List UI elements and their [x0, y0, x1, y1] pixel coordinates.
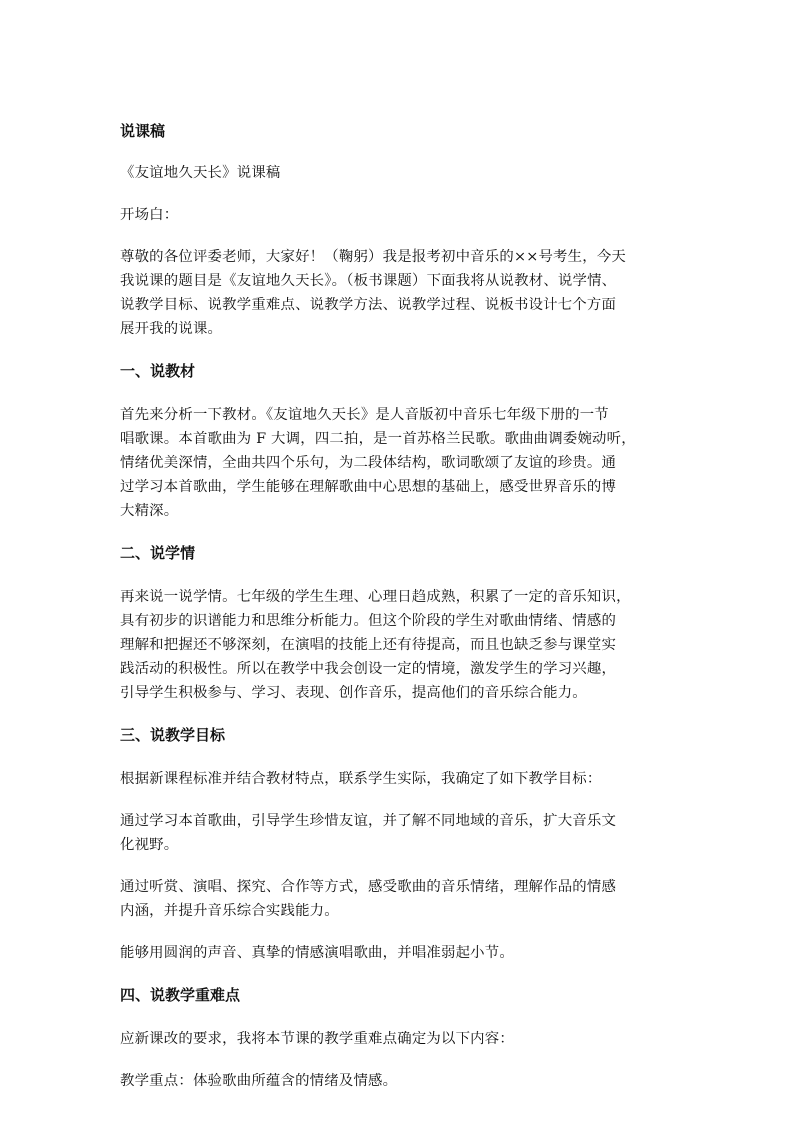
paragraph-line: 再来说一说学情。七年级的学生生理、心理日趋成熟，积累了一定的音乐知识， [120, 589, 631, 605]
document-title: 说课稿 [120, 122, 166, 140]
paragraph-line: 唱歌课。本首歌曲为 F 大调，四二拍，是一首苏格兰民歌。歌曲曲调委婉动听， [120, 431, 636, 447]
opening-line: 说教学目标、说教学重难点、说教学方法、说教学过程、说板书设计七个方面 [120, 297, 617, 313]
key-points-intro: 应新课改的要求，我将本节课的教学重难点确定为以下内容： [120, 1031, 514, 1047]
document-page [120, 119, 678, 1111]
goal-paragraph-1 [120, 809, 678, 857]
opening-label: 开场白： [120, 207, 179, 223]
paragraph-line: 通过听赏、演唱、探究、合作等方式，感受歌曲的音乐情绪，理解作品的情感 [120, 879, 617, 895]
section-heading-students: 二、说学情 [120, 544, 196, 562]
opening-paragraph [120, 245, 678, 341]
paragraph-line: 过学习本首歌曲，学生能够在理解歌曲中心思想的基础上，感受世界音乐的博 [120, 479, 617, 495]
paragraph-line: 具有初步的识谱能力和思维分析能力。但这个阶段的学生对歌曲情绪、情感的 [120, 613, 617, 629]
section-heading-key-points: 四、说教学重难点 [120, 986, 241, 1004]
paragraph-line: 通过学习本首歌曲，引导学生珍惜友谊，并了解不同地域的音乐，扩大音乐文 [120, 813, 617, 829]
paragraph-line: 首先来分析一下教材。《友谊地久天长》是人音版初中音乐七年级下册的一节 [120, 407, 609, 423]
goal-paragraph-2 [120, 875, 678, 923]
section-heading-goals: 三、说教学目标 [120, 726, 226, 744]
textbook-paragraph [120, 403, 678, 523]
opening-line: 我说课的题目是《友谊地久天长》。（板书课题）下面我将从说教材、说学情、 [120, 273, 617, 289]
goals-intro: 根据新课程标准并结合教材特点，联系学生实际，我确定了如下教学目标： [120, 771, 602, 787]
lesson-title: 《友谊地久天长》说课稿 [120, 165, 281, 181]
paragraph-line: 引导学生积极参与、学习、表现、创作音乐，提高他们的音乐综合能力。 [120, 685, 587, 701]
paragraph-line: 践活动的积极性。所以在教学中我会创设一定的情境，激发学生的学习兴趣， [120, 661, 617, 677]
paragraph-line: 化视野。 [120, 837, 179, 853]
key-point-text: 教学重点：体验歌曲所蕴含的情绪及情感。 [120, 1073, 398, 1089]
goal-paragraph-3: 能够用圆润的声音、真挚的情感演唱歌曲，并唱准弱起小节。 [120, 945, 514, 961]
section-heading-textbook: 一、说教材 [120, 362, 196, 380]
paragraph-line: 内涵，并提升音乐综合实践能力。 [120, 903, 339, 919]
opening-line: 尊敬的各位评委老师，大家好！（鞠躬）我是报考初中音乐的××号考生，今天 [120, 249, 627, 265]
paragraph-line: 理解和把握还不够深刻，在演唱的技能上还有待提高，而且也缺乏参与课堂实 [120, 637, 617, 653]
paragraph-line: 情绪优美深情，全曲共四个乐句，为二段体结构，歌词歌颂了友谊的珍贵。通 [120, 455, 617, 471]
opening-line: 展开我的说课。 [120, 321, 223, 337]
paragraph-line: 大精深。 [120, 503, 179, 519]
students-paragraph [120, 585, 678, 705]
